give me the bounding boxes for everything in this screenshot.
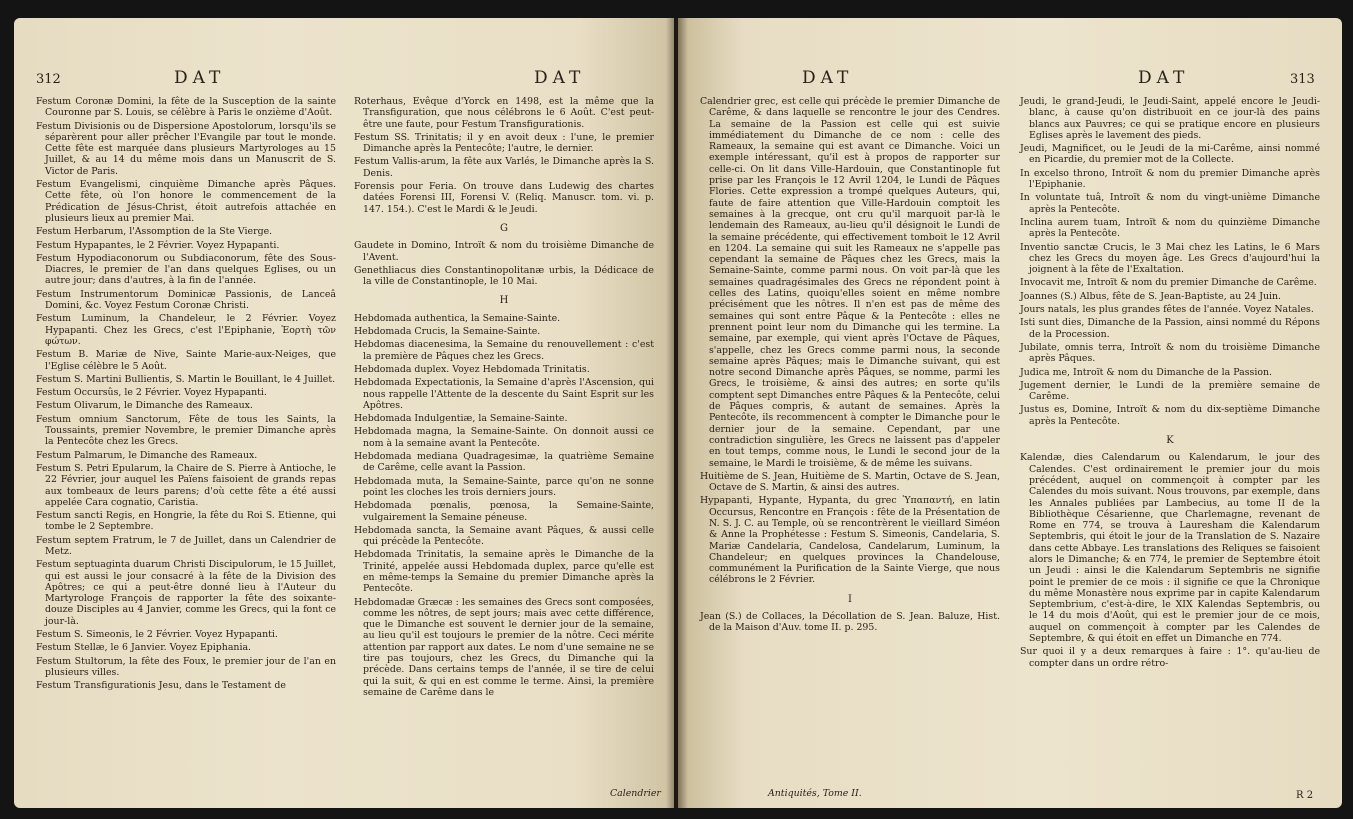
page-number-left: 312 (36, 72, 61, 87)
dictionary-entry: Festum Coronæ Domini, la fête de la Susception de la sainte Couronne par S. Louis, se célèbre à Paris le onzième d'Août. (36, 96, 336, 119)
section-letter: H (499, 295, 509, 307)
dictionary-entry: In voluntate tuâ, Introït & nom du vingt-unième Dimanche après la Pentecôte. (1020, 192, 1320, 215)
dictionary-entry: Genethliacus dies Constantinopolitanæ urbis, la Dédicace de la ville de Constantinople, le 10 Mai. (354, 264, 654, 288)
right-header (678, 68, 1342, 92)
dictionary-entry: Hebdomada sancta, la Semaine avant Pâques, & aussi celle qui précède la Pentecôte. (354, 524, 654, 548)
dictionary-entry: In excelso throno, Introït & nom du premier Dimanche après l'Epiphanie. (1020, 167, 1320, 191)
page-number-right: 313 (1290, 72, 1315, 87)
dictionary-entry: Festum Occursûs, le 2 Février. Voyez Hypapanti. (36, 387, 267, 399)
left-page (14, 18, 674, 808)
dictionary-entry: Justus es, Domine, Introït & nom du dix-septième Dimanche après la Pentecôte. (1020, 404, 1320, 427)
dictionary-entry: Festum Herbarum, l'Assomption de la Ste Vierge. (36, 226, 273, 238)
dictionary-entry: Festum Hypapantes, le 2 Février. Voyez Hypapanti. (36, 239, 280, 251)
left-column-1 (36, 96, 336, 694)
dictionary-entry: Hebdomas diacenesima, la Semaine du renouvellement : c'est la première de Pâques chez les Grecs. (354, 339, 654, 362)
signature-mark: R 2 (1296, 790, 1314, 801)
dictionary-entry: Festum omnium Sanctorum, Fête de tous les Saints, la Toussaints, premier Novembre, le premier Dimanche après la Pentecôte chez les Grecs. (36, 413, 336, 448)
dictionary-entry: Isti sunt dies, Dimanche de la Passion, ainsi nommé du Répons de la Procession. (1020, 317, 1320, 340)
right-page (678, 18, 1342, 808)
dictionary-entry: Festum sancti Regis, en Hongrie, la fête du Roi S. Etienne, qui tombe le 2 Septembre. (36, 510, 336, 533)
dictionary-entry: Hebdomada authentica, la Semaine-Sainte. (354, 312, 561, 324)
dictionary-entry: Festum septuaginta duarum Christi Discipulorum, le 15 Juillet, qui est aussi le jour consacré à la fête de la Division des Apôtres; ce qui a peut-être donné lieu à l'Auteur du Martyrologe François de rapporter la fête des soixante-douze Disciples au 4 Janvier, comme les Grecs, qui la font ce jour-là. (36, 559, 336, 627)
dictionary-entry: Festum S. Petri Epularum, la Chaire de S. Pierre à Antioche, le 22 Février, jour auquel les Païens faisoient de grands repas aux tombeaux de leurs parens; d'où cette fête a été aussi appelée Cara cognatio, Caristia. (36, 462, 336, 508)
dictionary-entry: Festum SS. Trinitatis; il y en avoit deux : l'une, le premier Dimanche après la Pentecôte; l'autre, le dernier. (354, 131, 654, 155)
dictionary-entry: Festum S. Martini Bullientis, S. Martin le Bouillant, le 4 Juillet. (36, 373, 336, 385)
dictionary-entry: Gaudete in Domino, Introït & nom du troisième Dimanche de l'Avent. (354, 240, 654, 263)
dictionary-entry: Festum Palmarum, le Dimanche des Rameaux. (36, 449, 258, 461)
dictionary-entry: Jugement dernier, le Lundi de la première semaine de Carême. (1020, 379, 1320, 403)
section-letter: I (848, 593, 852, 605)
dictionary-entry: Huitième de S. Jean, Huitième de S. Martin, Octave de S. Jean, Octave de S. Martin, & ainsi des autres. (700, 470, 1000, 494)
catchword: Calendrier (610, 788, 661, 799)
dictionary-entry: Inventio sanctæ Crucis, le 3 Mai chez les Latins, le 6 Mars chez les Grecs du moyen âge. Les Grecs d'aujourd'hui la joignent à la fête de l'Exaltation. (1020, 241, 1320, 276)
dictionary-entry: Calendrier grec, est celle qui précède le premier Dimanche de Carême, & dans laquelle se rencontre le jour des Cendres. La semaine de la Passion est celle qui est suivie immédiatement du Dimanche de ce nom : celle des Rameaux, la semaine qui est avant ce Dimanche. Voici un exemple intéressant, qu'il est à propos de rapporter sur celle-ci. On lit dans Ville-Hardouin, que Constantinople fut prise par les François le 12 Avril 1204, le Lundi de Pâques Flories. Cette expression a trompé quelques Auteurs, qui, faute de faire attention que Ville-Hardouin comptoit les semaines à la grecque, ont cru qu'il marquoit par-là le lendemain des Rameaux, au-lieu qu'il désignoit le Lundi de la semaine précédente, qui effectivement tomboit le 12 Avril en 1204. La semaine qui suit les Rameaux ne s'appelle pas cependant la semaine de Pâques chez les Grecs, mais la Semaine-Sainte, comme parmi nous. On voit par-là que les semaines quadragésimales des Grecs ne répondent point à celles des Latins, quoiqu'elles soient en même nombre précisément que les nôtres. Il n'en est pas de même des semaines qui sont entre Pâque & la Pentecôte : elles ne prennent point leur nom du Dimanche qui les termine. La semaine, par exemple, qui vient après l'Octave de Pâques, s'appelle, chez les Grecs comme parmi nous, la seconde semaine après Pâques; mais le Dimanche suivant, qui est notre second Dimanche après Pâques, se nomme, parmi les Grecs, le troisième, & ainsi des autres; en sorte qu'ils comptent sept Dimanches entre Pâques & la Pentecôte, celui de Pâques compris, & autant de semaines. Après la Pentecôte, ils recommencent à compter le Dimanche pour le dernier jour de la semaine. Cependant, par une contradiction singulière, les Grecs ne laissent pas d'appeler en tout temps, comme nous, le Lundi le second jour de la semaine, le Mardi le troisième, & de même les suivans. (700, 96, 1000, 469)
dictionary-entry: Hebdomada duplex. Voyez Hebdomada Trinitatis. (354, 363, 590, 375)
dictionary-entry: Festum Olivarum, le Dimanche des Rameaux. (36, 400, 253, 412)
running-head-right: DAT (1138, 68, 1190, 88)
book-spread (14, 18, 1342, 808)
right-column-2 (1020, 96, 1320, 671)
dictionary-entry: Invocavit me, Introït & nom du premier Dimanche de Carême. (1020, 277, 1317, 289)
dictionary-entry: Hebdomada Trinitatis, la semaine après le Dimanche de la Trinité, appelée aussi Hebdomada duplex, parce qu'elle est en même-temps la Semaine du premier Dimanche après la Pentecôte. (354, 549, 654, 595)
dictionary-entry: Festum Stultorum, la fête des Foux, le premier jour de l'an en plusieurs villes. (36, 655, 336, 678)
dictionary-entry: Kalendæ, dies Calendarum ou Kalendarum, le jour des Calendes. C'est ordinairement le premier jour du mois précédent, auquel on commençoit à compter par les Calendes du mois suivant. Nous trouvons, par exemple, dans les Annales publiées par Lambecius, au tome II de la Bibliothèque Césarienne, que Charlemagne, revenant de Rome en 774, se trouva à Lauresham die Kalendarum Septembris, qui étoit le jour de la Translation de S. Nazaire dans cette Abbaye. Les translations des Reliques se faisoient alors le Dimanche; & en 774, le premier de Septembre étoit un Jeudi : ainsi le die Kalendarum Septembris ne signifie point le premier de ce mois : il signifie ce que la Chronique du même Monastère nous exprime par in capite Kalendarum Septembrium, c'est-à-dire, le XIX Kalendas Septembris, ou le 14 du mois d'Août, qui est le premier jour de ce mois, auquel on commençoit à compter par les Calendes de Septembre, & qui étoit en effet un Dimanche en 774. (1020, 452, 1320, 645)
dictionary-entry: Festum septem Fratrum, le 7 de Juillet, dans un Calendrier de Metz. (36, 534, 336, 557)
dictionary-entry: Hebdomada Expectationis, la Semaine d'après l'Ascension, qui nous rappelle l'Attente de la descente du Saint Esprit sur les Apôtres. (354, 377, 654, 411)
dictionary-entry: Jours natals, les plus grandes fêtes de l'année. Voyez Natales. (1020, 304, 1314, 316)
dictionary-entry: Festum Instrumentorum Dominicæ Passionis, de Lanceâ Domini, &c. Voyez Festum Coronæ Christi. (36, 288, 336, 312)
running-head-right-col1: DAT (802, 68, 854, 88)
right-column-1 (700, 96, 1000, 636)
dictionary-entry: Jubilate, omnis terra, Introït & nom du troisième Dimanche après Pâques. (1020, 341, 1320, 365)
footer-signature: Antiquités, Tome II. (768, 788, 862, 799)
dictionary-entry: Inclina aurem tuam, Introït & nom du quinzième Dimanche après la Pentecôte. (1020, 216, 1320, 240)
dictionary-entry: Joannes (S.) Albus, fête de S. Jean-Baptiste, au 24 Juin. (1020, 290, 1282, 302)
dictionary-entry: Hypapanti, Hypante, Hypanta, du grec Ὑπαπαντή, en latin Occursus, Rencontre en François : fête de la Présentation de N. S. J. C. au Temple, où se rencontrèrent le vieillard Siméon & Anne la Prophétesse : Festum S. Simeonis, Candelaria, S. Mariæ Candelaria, Candelosa, Candelarum, Luminum, la Chandeleur; en quelques provinces la Chandelouse, communément la Purification de la Sainte Vierge, que nous célébrons le 2 Février. (700, 495, 1000, 586)
dictionary-entry: Hebdomada magna, la Semaine-Sainte. On donnoit aussi ce nom à la semaine avant la Pentecôte. (354, 426, 654, 449)
dictionary-entry: Festum B. Mariæ de Nive, Sainte Marie-aux-Neiges, que l'Eglise célèbre le 5 Août. (36, 349, 336, 372)
dictionary-entry: Jeudi, le grand-Jeudi, le Jeudi-Saint, appelé encore le Jeudi-blanc, à cause qu'on distribuoit en ce jour-là des pains blancs aux Pauvres; ce qui se pratique encore en plusieurs Eglises après le lavement des pieds. (1020, 96, 1320, 141)
dictionary-entry: Hebdomadæ Græcæ : les semaines des Grecs sont composées, comme les nôtres, de sept jours; mais avec cette différence, que le Dimanche est souvent le dernier jour de la semaine, au lieu qu'il est toujours le premier de la nôtre. Ceci mérite attention par rapport aux dates. Le nom d'une semaine ne se tire pas toujours, chez les Grecs, du Dimanche qui la précède. Dans certains temps de l'année, il se tire de celui qui la suit, & qui en est comme le terme. Ainsi, la première semaine de Carême dans le (354, 596, 654, 698)
running-head-left-col2: DAT (534, 68, 586, 88)
dictionary-entry: Hebdomada pœnalis, pœnosa, la Semaine-Sainte, vulgairement la Semaine péneuse. (354, 500, 654, 523)
dictionary-entry: Sur quoi il y a deux remarques à faire : 1°. qu'au-lieu de compter dans un ordre rétro- (1020, 646, 1320, 669)
dictionary-entry: Forensis pour Feria. On trouve dans Ludewig des chartes datées Forensi III, Forensi V. (Reliq. Manuscr. tom. vi. p. 147. 154.). C'est le Mardi & le Jeudi. (354, 181, 654, 215)
dictionary-entry: Hebdomada mediana Quadragesimæ, la quatrième Semaine de Carême, celle avant la Passion. (354, 451, 654, 474)
dictionary-entry: Festum Transfigurationis Jesu, dans le Testament de (36, 680, 286, 692)
dictionary-entry: Festum S. Simeonis, le 2 Février. Voyez Hypapanti. (36, 629, 278, 641)
dictionary-entry: Festum Divisionis ou de Dispersione Apostolorum, lorsqu'ils se séparèrent pour aller prêcher l'Evangile par tout le monde. Cette fête est marquée dans plusieurs Martyrologes au 15 Juillet, & au 14 du même mois dans un Manuscrit de S. Victor de Paris. (36, 120, 336, 177)
dictionary-entry: Hebdomada Crucis, la Semaine-Sainte. (354, 326, 541, 338)
book-gutter (666, 18, 688, 808)
dictionary-entry: Judica me, Introït & nom du Dimanche de la Passion. (1020, 366, 1272, 378)
dictionary-entry: Roterhaus, Evêque d'Yorck en 1498, est la même que la Transfiguration, que nous célébrons le 6 Août. C'est peut-être une faute, pour Festum Transfigurationis. (354, 96, 654, 130)
dictionary-entry: Hebdomada Indulgentiæ, la Semaine-Sainte. (354, 413, 568, 425)
dictionary-entry: Festum Hypodiaconorum ou Subdiaconorum, fête des Sous-Diacres, le premier de l'an dans quelques Eglises, ou un autre jour; dans d'autres, à la fin de l'année. (36, 252, 336, 287)
dictionary-entry: Jean (S.) de Collaces, la Décollation de S. Jean. Baluze, Hist. de la Maison d'Auv. tome II. p. 295. (700, 611, 1000, 634)
running-head-left: DAT (174, 68, 226, 88)
left-column-2 (354, 96, 654, 700)
dictionary-entry: Festum Vallis-arum, la fête aux Varlés, le Dimanche après la S. Denis. (354, 156, 654, 179)
dictionary-entry: Jeudi, Magnificet, ou le Jeudi de la mi-Carême, ainsi nommé en Picardie, du premier mot de la Collecte. (1020, 143, 1320, 166)
section-letter: K (1166, 435, 1174, 447)
dictionary-entry: Festum Luminum, la Chandeleur, le 2 Février. Voyez Hypapanti. Chez les Grecs, c'est l'Epiphanie, Ἑορτὴ τῶν φώτων. (36, 313, 336, 347)
left-header (14, 68, 674, 92)
section-letter: G (500, 222, 508, 234)
dictionary-entry: Hebdomada muta, la Semaine-Sainte, parce qu'on ne sonne point les cloches les trois derniers jours. (354, 475, 654, 498)
dictionary-entry: Festum Stellæ, le 6 Janvier. Voyez Epiphania. (36, 642, 252, 654)
dictionary-entry: Festum Evangelismi, cinquième Dimanche après Pâques. Cette fête, où l'on honore le commencement de la Prédication de Jésus-Christ, étoit autrefois attachée en plusieurs lieux au premier Mai. (36, 179, 336, 224)
